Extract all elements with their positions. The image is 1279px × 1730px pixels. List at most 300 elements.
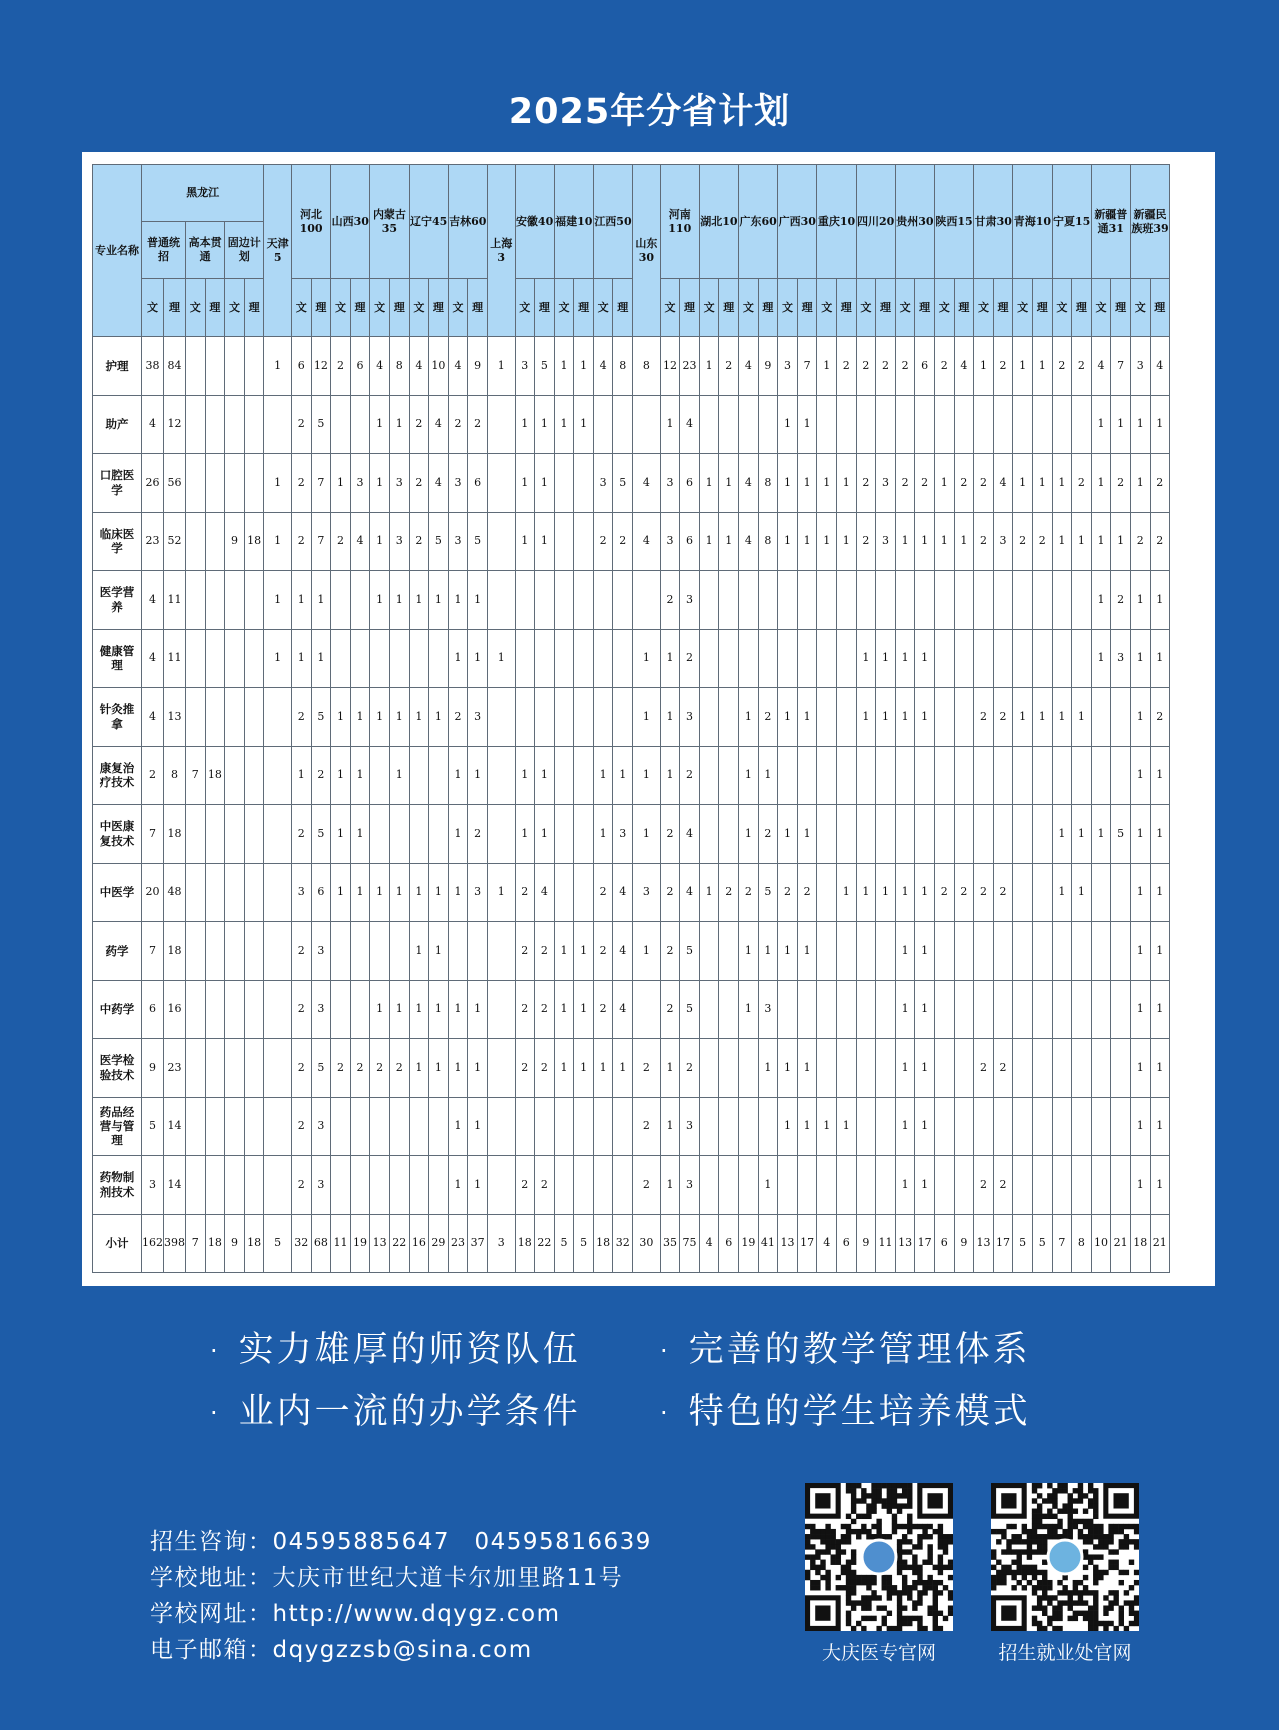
table-cell [574, 746, 594, 805]
table-cell [186, 1156, 206, 1215]
column-header-li: 理 [797, 279, 817, 337]
table-cell [1013, 922, 1033, 981]
table-cell [719, 1156, 739, 1215]
table-cell: 18 [244, 1214, 264, 1273]
table-cell: 2 [1130, 512, 1150, 571]
table-cell [1111, 746, 1131, 805]
table-cell: 4 [633, 454, 661, 513]
table-cell: 1 [448, 1156, 468, 1215]
table-cell [487, 454, 515, 513]
table-cell: 1 [468, 1097, 488, 1156]
column-header-wen: 文 [739, 279, 759, 337]
table-row [93, 746, 1170, 805]
table-cell: 1 [409, 863, 429, 922]
table-cell [225, 454, 245, 513]
table-cell [817, 863, 837, 922]
table-cell [778, 571, 798, 630]
qr-caption-admissions-site: 招生就业处官网 [998, 1642, 1132, 1664]
table-cell [1072, 1156, 1092, 1215]
table-cell: 1 [915, 863, 935, 922]
column-header-li: 理 [1111, 279, 1131, 337]
table-cell: 1 [429, 922, 449, 981]
table-cell: 1 [837, 1097, 857, 1156]
table-cell: 75 [680, 1214, 700, 1273]
table-cell: 5 [1032, 1214, 1052, 1273]
table-cell [758, 629, 778, 688]
table-cell: 6 [680, 512, 700, 571]
table-cell: 17 [915, 1214, 935, 1273]
column-header-wen: 文 [515, 279, 535, 337]
table-cell: 4 [535, 863, 555, 922]
table-cell: 7 [1111, 337, 1131, 396]
column-header-li: 理 [574, 279, 594, 337]
qr-code-official-site[interactable] [805, 1483, 953, 1631]
table-cell: 32 [291, 1214, 311, 1273]
table-cell: 9 [468, 337, 488, 396]
table-cell: 1 [758, 1156, 778, 1215]
table-cell: 37 [468, 1214, 488, 1273]
table-cell: 6 [837, 1214, 857, 1273]
table-cell: 29 [429, 1214, 449, 1273]
table-cell: 1 [1130, 980, 1150, 1039]
table-cell [264, 922, 292, 981]
table-row [93, 1097, 1170, 1156]
table-cell [699, 746, 719, 805]
column-header-province: 内蒙古35 [370, 165, 409, 279]
table-cell: 1 [291, 629, 311, 688]
table-cell: 13 [778, 1214, 798, 1273]
table-cell [186, 454, 206, 513]
table-cell [554, 863, 574, 922]
table-cell: 21 [1150, 1214, 1170, 1273]
table-cell [350, 571, 370, 630]
table-cell: 1 [1150, 1097, 1170, 1156]
table-cell: 1 [778, 1039, 798, 1098]
table-cell [350, 980, 370, 1039]
table-cell [837, 571, 857, 630]
table-cell: 21 [1111, 1214, 1131, 1273]
column-header-li: 理 [758, 279, 778, 337]
table-cell: 4 [817, 1214, 837, 1273]
table-cell: 1 [1130, 922, 1150, 981]
table-cell: 1 [409, 922, 429, 981]
table-cell: 1 [1150, 805, 1170, 864]
table-cell: 3 [1111, 629, 1131, 688]
table-cell: 1 [633, 746, 661, 805]
table-cell: 3 [311, 980, 331, 1039]
table-cell [350, 395, 370, 454]
table-cell [993, 395, 1013, 454]
table-cell: 5 [535, 337, 555, 396]
table-row [93, 805, 1170, 864]
table-cell: 1 [1150, 746, 1170, 805]
table-cell: 1 [554, 1039, 574, 1098]
table-cell: 1 [1130, 571, 1150, 630]
table-cell: 13 [974, 1214, 994, 1273]
table-cell [225, 1097, 245, 1156]
table-cell [205, 629, 225, 688]
table-cell [876, 1039, 896, 1098]
table-cell: 8 [758, 454, 778, 513]
table-cell: 1 [856, 629, 876, 688]
table-cell [264, 395, 292, 454]
table-cell: 3 [778, 337, 798, 396]
table-cell [554, 746, 574, 805]
column-header-wen: 文 [1013, 279, 1033, 337]
table-cell: 1 [468, 1156, 488, 1215]
table-cell [837, 629, 857, 688]
table-cell [429, 746, 449, 805]
table-cell [719, 571, 739, 630]
table-cell: 1 [311, 629, 331, 688]
table-cell: 2 [1111, 571, 1131, 630]
column-header-province: 广东60 [739, 165, 778, 279]
table-cell [205, 980, 225, 1039]
column-header-province: 吉林60 [448, 165, 487, 279]
table-cell [244, 922, 264, 981]
table-cell [487, 688, 515, 747]
table-cell [954, 395, 974, 454]
table-cell: 2 [409, 395, 429, 454]
table-cell: 3 [311, 1156, 331, 1215]
table-cell: 4 [633, 512, 661, 571]
table-cell [974, 922, 994, 981]
table-cell: 2 [1111, 454, 1131, 513]
table-cell: 3 [142, 1156, 164, 1215]
table-cell: 1 [837, 512, 857, 571]
table-cell: 4 [142, 571, 164, 630]
column-header-province: 福建10 [554, 165, 593, 279]
table-cell: 2 [719, 337, 739, 396]
table-row [93, 1156, 1170, 1215]
table-cell: 2 [535, 1039, 555, 1098]
table-cell [1091, 1156, 1111, 1215]
table-cell: 2 [331, 337, 351, 396]
table-cell: 2 [291, 980, 311, 1039]
table-cell [974, 746, 994, 805]
table-cell: 7 [186, 746, 206, 805]
table-cell: 1 [389, 980, 409, 1039]
table-cell: 1 [409, 1039, 429, 1098]
column-header-wen: 文 [856, 279, 876, 337]
table-cell [934, 922, 954, 981]
table-cell: 1 [915, 629, 935, 688]
table-cell [409, 805, 429, 864]
table-cell: 1 [817, 337, 837, 396]
table-cell [699, 805, 719, 864]
table-cell [535, 688, 555, 747]
table-cell: 4 [739, 512, 759, 571]
table-cell [837, 1039, 857, 1098]
table-cell: 2 [680, 629, 700, 688]
table-cell: 8 [758, 512, 778, 571]
table-cell [186, 805, 206, 864]
table-cell: 1 [915, 980, 935, 1039]
table-cell: 6 [934, 1214, 954, 1273]
table-cell: 1 [554, 980, 574, 1039]
table-cell: 1 [1130, 1156, 1150, 1215]
table-cell [225, 337, 245, 396]
table-cell: 2 [934, 337, 954, 396]
table-cell [487, 1039, 515, 1098]
table-cell: 1 [1130, 395, 1150, 454]
table-cell: 3 [593, 454, 613, 513]
table-cell: 1 [699, 512, 719, 571]
address-label: 学校地址： [150, 1565, 273, 1591]
table-cell [876, 1097, 896, 1156]
table-cell [535, 1097, 555, 1156]
table-cell [739, 1097, 759, 1156]
table-cell: 1 [633, 688, 661, 747]
table-cell: 2 [856, 337, 876, 396]
table-cell [934, 1039, 954, 1098]
table-cell [409, 629, 429, 688]
table-cell: 2 [633, 1156, 661, 1215]
table-cell: 2 [370, 1039, 390, 1098]
table-cell: 1 [915, 512, 935, 571]
table-cell: 19 [739, 1214, 759, 1273]
table-cell: 18 [164, 922, 186, 981]
table-cell [1032, 922, 1052, 981]
table-cell: 8 [1072, 1214, 1092, 1273]
table-cell [1072, 1097, 1092, 1156]
table-cell: 2 [468, 395, 488, 454]
table-cell: 2 [660, 980, 680, 1039]
table-cell: 3 [680, 1097, 700, 1156]
table-cell [244, 337, 264, 396]
table-cell: 3 [876, 454, 896, 513]
table-cell: 7 [311, 512, 331, 571]
table-cell: 1 [817, 512, 837, 571]
table-cell: 2 [291, 688, 311, 747]
table-cell: 1 [797, 688, 817, 747]
table-cell: 1 [797, 1097, 817, 1156]
table-cell: 10 [1091, 1214, 1111, 1273]
table-cell: 1 [409, 688, 429, 747]
table-cell: 1 [797, 512, 817, 571]
table-cell: 56 [164, 454, 186, 513]
bullet-icon: · [660, 1399, 671, 1427]
table-cell: 7 [1052, 1214, 1072, 1273]
table-cell [1013, 571, 1033, 630]
table-cell: 1 [699, 863, 719, 922]
table-cell: 1 [535, 454, 555, 513]
table-cell: 2 [448, 395, 468, 454]
table-cell: 2 [680, 746, 700, 805]
table-cell [389, 1097, 409, 1156]
table-cell [574, 805, 594, 864]
table-cell: 7 [186, 1214, 206, 1273]
table-cell [487, 746, 515, 805]
table-cell [264, 688, 292, 747]
table-cell: 1 [1130, 805, 1150, 864]
column-header-wen: 文 [291, 279, 311, 337]
table-cell: 17 [993, 1214, 1013, 1273]
table-cell: 1 [448, 980, 468, 1039]
table-cell: 1 [660, 629, 680, 688]
table-cell [1052, 980, 1072, 1039]
table-cell [1052, 395, 1072, 454]
table-cell [856, 805, 876, 864]
table-cell [487, 922, 515, 981]
table-cell [817, 805, 837, 864]
column-header-li: 理 [915, 279, 935, 337]
table-cell: 4 [429, 395, 449, 454]
column-header-province: 青海10 [1013, 165, 1052, 279]
table-cell [699, 980, 719, 1039]
table-cell: 4 [1091, 337, 1111, 396]
table-cell [739, 395, 759, 454]
qr-code-admissions-site[interactable] [991, 1483, 1139, 1631]
table-cell [389, 805, 409, 864]
column-header-li: 理 [1150, 279, 1170, 337]
table-cell: 1 [915, 922, 935, 981]
table-cell [699, 922, 719, 981]
major-name: 针灸推拿 [93, 688, 142, 747]
table-cell [954, 688, 974, 747]
table-cell: 2 [448, 688, 468, 747]
table-cell [409, 746, 429, 805]
table-cell: 6 [311, 863, 331, 922]
table-cell: 1 [448, 1097, 468, 1156]
table-cell: 4 [1150, 337, 1170, 396]
slogan-item [210, 1384, 581, 1434]
table-cell [934, 688, 954, 747]
website-link[interactable]: http://www.dqygz.com [272, 1601, 561, 1627]
table-cell: 1 [370, 454, 390, 513]
table-cell: 2 [291, 805, 311, 864]
table-cell [593, 571, 613, 630]
table-cell: 17 [797, 1214, 817, 1273]
table-cell: 16 [409, 1214, 429, 1273]
table-cell: 1 [660, 746, 680, 805]
table-cell [974, 571, 994, 630]
table-cell [574, 1156, 594, 1215]
table-cell: 1 [613, 746, 633, 805]
table-cell [535, 629, 555, 688]
table-cell [1032, 1156, 1052, 1215]
table-cell: 1 [1111, 512, 1131, 571]
province-plan-table [92, 164, 1170, 1273]
column-header-wen: 文 [142, 279, 164, 337]
table-cell: 2 [593, 980, 613, 1039]
email-link[interactable]: dqygzzsb@sina.com [272, 1637, 533, 1663]
table-cell [487, 1097, 515, 1156]
column-header-wen: 文 [409, 279, 429, 337]
table-cell: 4 [699, 1214, 719, 1273]
table-cell [350, 922, 370, 981]
table-cell: 1 [1072, 863, 1092, 922]
slogan-text: 实力雄厚的师资队伍 [238, 1330, 581, 1370]
table-cell [1013, 1156, 1033, 1215]
table-cell: 8 [633, 337, 661, 396]
table-cell [186, 688, 206, 747]
table-cell: 6 [719, 1214, 739, 1273]
table-cell [409, 1097, 429, 1156]
table-cell: 1 [1072, 688, 1092, 747]
table-cell: 19 [350, 1214, 370, 1273]
table-cell: 2 [291, 922, 311, 981]
table-cell: 3 [311, 1097, 331, 1156]
major-name: 中医康复技术 [93, 805, 142, 864]
table-cell [225, 863, 245, 922]
table-cell: 1 [1150, 1156, 1170, 1215]
table-cell [1013, 1097, 1033, 1156]
table-cell: 18 [1130, 1214, 1150, 1273]
table-cell: 1 [429, 980, 449, 1039]
table-cell [778, 629, 798, 688]
table-cell: 1 [264, 337, 292, 396]
table-cell [856, 571, 876, 630]
table-cell: 2 [291, 1097, 311, 1156]
table-cell: 4 [142, 629, 164, 688]
table-cell: 1 [797, 395, 817, 454]
table-cell: 1 [895, 1039, 915, 1098]
table-cell: 1 [633, 629, 661, 688]
table-cell [1091, 1097, 1111, 1156]
table-cell [993, 980, 1013, 1039]
table-cell: 6 [915, 337, 935, 396]
table-cell [1091, 688, 1111, 747]
table-cell [1013, 980, 1033, 1039]
major-name: 医学营养 [93, 571, 142, 630]
table-cell [574, 454, 594, 513]
table-cell: 1 [370, 571, 390, 630]
table-cell [719, 688, 739, 747]
table-cell: 1 [448, 1039, 468, 1098]
table-cell [699, 395, 719, 454]
table-cell: 1 [593, 746, 613, 805]
table-cell: 18 [593, 1214, 613, 1273]
table-cell [719, 1097, 739, 1156]
table-cell: 7 [311, 454, 331, 513]
table-cell: 1 [468, 629, 488, 688]
table-cell [699, 1039, 719, 1098]
column-header-province: 广西30 [778, 165, 817, 279]
table-cell [1111, 1097, 1131, 1156]
table-cell: 18 [205, 746, 225, 805]
table-cell: 13 [164, 688, 186, 747]
table-cell [895, 805, 915, 864]
table-cell: 1 [739, 688, 759, 747]
table-cell [613, 395, 633, 454]
table-cell: 1 [350, 805, 370, 864]
table-cell: 1 [1013, 688, 1033, 747]
table-cell [1013, 746, 1033, 805]
table-cell [837, 805, 857, 864]
table-cell [1072, 395, 1092, 454]
table-cell [244, 629, 264, 688]
table-cell [974, 395, 994, 454]
table-cell [719, 395, 739, 454]
column-header-li: 理 [468, 279, 488, 337]
column-header-plan-type: 高本贯通 [186, 222, 225, 279]
table-cell [244, 571, 264, 630]
subtotal-row [93, 1214, 1170, 1273]
table-cell [954, 980, 974, 1039]
table-cell: 3 [633, 863, 661, 922]
major-name: 康复治疗技术 [93, 746, 142, 805]
column-header-li: 理 [244, 279, 264, 337]
table-cell [1052, 1039, 1072, 1098]
table-cell [554, 454, 574, 513]
column-header-wen: 文 [778, 279, 798, 337]
table-cell: 1 [1052, 512, 1072, 571]
slogan-item [660, 1322, 1031, 1372]
email-label: 电子邮箱： [150, 1637, 273, 1663]
table-cell: 4 [680, 863, 700, 922]
column-header-province: 重庆10 [817, 165, 856, 279]
